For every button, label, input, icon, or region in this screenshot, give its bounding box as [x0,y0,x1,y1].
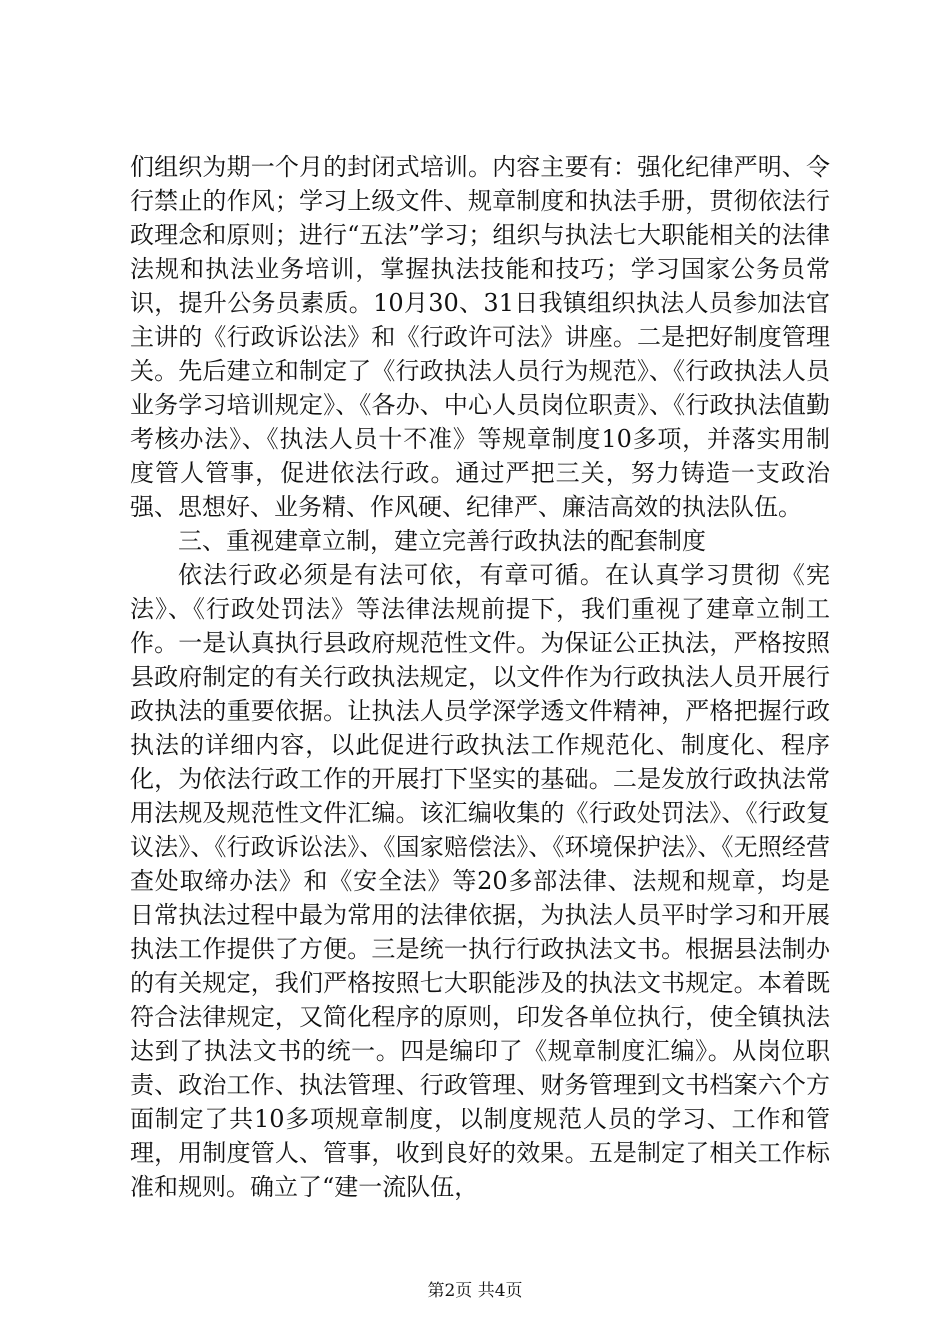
paragraph-training-and-rules: 们组织为期一个月的封闭式培训。内容主要有：强化纪律严明、令行禁止的作风；学习上级文件、规章制度和执法手册，贯彻依法行政理念和原则；进行“五法”学习；组织与执法七大职能相关的法律法规和执法业务培训，掌握执法技能和技巧；学习国家公务员常识，提升公务员素质。10月30、31日我镇组织执法人员参加法官主讲的《行政诉讼法》和《行政许可法》讲座。二是把好制度管理关。先后建立和制定了《行政执法人员行为规范》、《行政执法人员业务学习培训规定》、《各办、中心人员岗位职责》、《行政执法值勤考核办法》、《执法人员十不准》等规章制度10多项，并落实用制度管人管事，促进依法行政。通过严把三关，努力铸造一支政治强、思想好、业务精、作风硬、纪律严、廉洁高效的执法队伍。 [130,153,830,521]
section-heading-three: 三、重视建章立制，建立完善行政执法的配套制度 [178,527,706,555]
document-body [130,150,830,1204]
paragraph-rules-and-regulations: 依法行政必须是有法可依，有章可循。在认真学习贯彻《宪法》、《行政处罚法》等法律法规前提下，我们重视了建章立制工作。一是认真执行县政府规范性文件。为保证公正执法，严格按照县政府制定的有关行政执法规定，以文件作为行政执法人员开展行政执法的重要依据。让执法人员学深学透文件精神，严格把握行政执法的详细内容，以此促进行政执法工作规范化、制度化、程序化，为依法行政工作的开展打下坚实的基础。二是发放行政执法常用法规及规范性文件汇编。该汇编收集的《行政处罚法》、《行政复议法》、《行政诉讼法》、《国家赔偿法》、《环境保护法》、《无照经营查处取缔办法》和《安全法》等20多部法律、法规和规章，均是日常执法过程中最为常用的法律依据，为执法人员平时学习和开展执法工作提供了方便。三是统一执行行政执法文书。根据县法制办的有关规定，我们严格按照七大职能涉及的执法文书规定。本着既符合法律规定，又简化程序的原则，印发各单位执行，使全镇执法达到了执法文书的统一。四是编印了《规章制度汇编》。从岗位职责、政治工作、执法管理、行政管理、财务管理到文书档案六个方面制定了共10多项规章制度，以制度规范人员的学习、工作和管理，用制度管人、管事，收到良好的效果。五是制定了相关工作标准和规则。确立了“建一流队伍， [130,561,830,1201]
page-number-footer: 第2页 共4页 [427,1281,523,1301]
